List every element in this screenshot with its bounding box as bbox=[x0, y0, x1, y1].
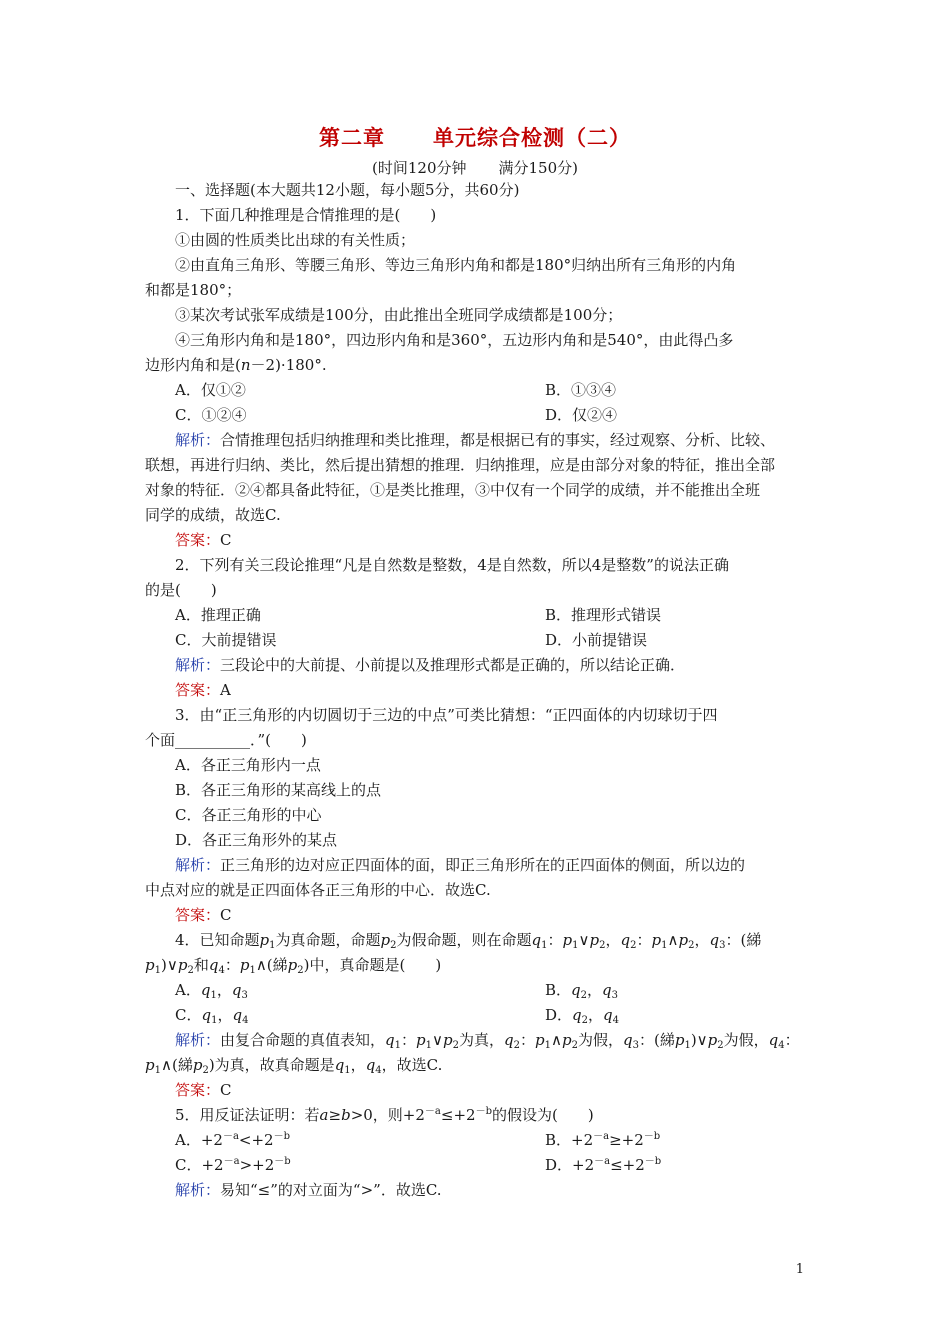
q1-statement-1: ①由圆的性质类比出球的有关性质； bbox=[175, 231, 416, 249]
answer-value: C bbox=[220, 1081, 232, 1099]
text: ∧ bbox=[550, 1031, 562, 1049]
q5-option-b bbox=[545, 1128, 660, 1153]
q1-statement-3: ③某次考试张军成绩是100分，由此推出全班同学成绩都是100分； bbox=[175, 306, 623, 324]
sup: －b bbox=[273, 1131, 291, 1142]
text: B． bbox=[545, 981, 572, 999]
var-q: q bbox=[622, 1031, 633, 1049]
q5-options-row2 bbox=[145, 1153, 807, 1178]
var-q: q bbox=[571, 981, 581, 999]
text: >0，则+2 bbox=[350, 1106, 425, 1124]
sub: 2 bbox=[599, 940, 606, 951]
text: ： bbox=[547, 931, 563, 949]
text: B．+2 bbox=[545, 1131, 594, 1149]
q5-option-d bbox=[545, 1153, 661, 1178]
text: A．+2 bbox=[175, 1131, 223, 1149]
var-p: p bbox=[651, 931, 662, 949]
q1-options-row1 bbox=[145, 378, 807, 403]
title-chapter: 第二章 bbox=[319, 126, 385, 150]
q1-option-a: A．仅①② bbox=[175, 381, 246, 399]
var-q: q bbox=[531, 931, 542, 949]
q3-option-d: D．各正三角形外的某点 bbox=[175, 831, 338, 849]
sub: 4 bbox=[612, 1015, 620, 1026]
text: ∨ bbox=[166, 956, 178, 974]
exam-info bbox=[0, 157, 950, 178]
sub: 2 bbox=[717, 1040, 724, 1051]
var-q: q bbox=[200, 981, 211, 999]
text: ) bbox=[303, 956, 310, 974]
var-q: q bbox=[334, 1056, 345, 1074]
answer-label: 答案： bbox=[175, 681, 221, 699]
explanation-label: 解析： bbox=[175, 656, 221, 674]
var-p: p bbox=[380, 931, 391, 949]
exam-score: 满分150分) bbox=[498, 159, 578, 177]
sup: －b bbox=[643, 1131, 661, 1142]
text: ， bbox=[216, 981, 232, 999]
q1-statement-4b bbox=[145, 353, 807, 378]
q4-stem-1 bbox=[145, 928, 807, 953]
text: 为假命题，则在命题 bbox=[396, 931, 532, 949]
q1-options-row2 bbox=[145, 403, 807, 428]
var-q: q bbox=[365, 1056, 376, 1074]
var-q: q bbox=[572, 1006, 582, 1024]
sub: 2 bbox=[297, 965, 304, 976]
text: ： bbox=[401, 1031, 417, 1049]
sub: 2 bbox=[580, 990, 588, 1001]
q5-option-c bbox=[175, 1153, 545, 1178]
text: ≥ bbox=[328, 1106, 342, 1124]
text: ≤+2 bbox=[610, 1156, 645, 1174]
sub: 2 bbox=[630, 940, 637, 951]
q4-option-c bbox=[175, 1003, 545, 1028]
text: 4．已知命题 bbox=[175, 931, 260, 949]
sub: 1 bbox=[344, 1065, 351, 1076]
q2-explanation bbox=[145, 653, 807, 678]
text: 边形内角和是( bbox=[145, 356, 241, 374]
var-q: q bbox=[709, 931, 720, 949]
text: (綈 bbox=[653, 1031, 675, 1049]
var-q: q bbox=[602, 981, 612, 999]
var-p: p bbox=[145, 956, 155, 974]
sub: 1 bbox=[269, 940, 276, 951]
q4-stem-2 bbox=[145, 953, 807, 978]
q3-answer bbox=[145, 903, 807, 928]
var-b: b bbox=[341, 1106, 351, 1124]
sup: －b bbox=[475, 1106, 492, 1117]
q2-options-row1 bbox=[145, 603, 807, 628]
page-number: 1 bbox=[795, 1262, 804, 1277]
var-q: q bbox=[768, 1031, 779, 1049]
text: C．+2 bbox=[175, 1156, 224, 1174]
text: 的假设为( ) bbox=[491, 1106, 594, 1124]
q1-answer bbox=[145, 528, 807, 553]
text: ∧ bbox=[255, 956, 267, 974]
sub: 2 bbox=[571, 1040, 578, 1051]
answer-value: A bbox=[220, 681, 231, 699]
q5-option-a bbox=[175, 1128, 545, 1153]
text: ) bbox=[160, 956, 167, 974]
var-p: p bbox=[561, 1031, 572, 1049]
var-p: p bbox=[259, 931, 270, 949]
q3-option-c: C．各正三角形的中心 bbox=[175, 806, 322, 824]
answer-value: C bbox=[220, 906, 232, 924]
var-q: q bbox=[385, 1031, 395, 1049]
sub: 1 bbox=[541, 940, 548, 951]
var-q: q bbox=[232, 1006, 243, 1024]
sub: 4 bbox=[778, 1040, 785, 1051]
sup: －a bbox=[593, 1131, 610, 1142]
text: ， bbox=[605, 931, 621, 949]
q1-statement-2a: ②由直角三角形、等腰三角形、等边三角形内角和都是180°归纳出所有三角形的内角 bbox=[175, 256, 737, 274]
q5-stem bbox=[145, 1103, 807, 1128]
answer-label: 答案： bbox=[175, 906, 221, 924]
text: ≤+2 bbox=[440, 1106, 476, 1124]
var-n: n bbox=[240, 356, 251, 374]
q2-option-d: D．小前提错误 bbox=[545, 631, 648, 649]
text: (綈 bbox=[740, 931, 762, 949]
sub: 3 bbox=[241, 990, 248, 1001]
sub: 4 bbox=[375, 1065, 382, 1076]
sub: 1 bbox=[249, 965, 256, 976]
text: 为假， bbox=[577, 1031, 623, 1049]
sub: 1 bbox=[210, 990, 217, 1001]
text: 为真命题，命题 bbox=[275, 931, 381, 949]
q1-explanation-1 bbox=[145, 428, 807, 453]
var-p: p bbox=[674, 1031, 685, 1049]
q2-stem-2: 的是( ) bbox=[145, 581, 217, 599]
sub: 2 bbox=[452, 1040, 459, 1051]
var-p: p bbox=[145, 1056, 155, 1074]
text: (綈 bbox=[266, 956, 288, 974]
q5-explanation bbox=[145, 1178, 807, 1203]
text: ： bbox=[224, 956, 240, 974]
q1-explanation-4: 同学的成绩，故选C. bbox=[145, 506, 281, 524]
sub: 3 bbox=[719, 940, 726, 951]
sub: 1 bbox=[425, 1040, 433, 1051]
text: ∨ bbox=[578, 931, 590, 949]
text: A． bbox=[175, 981, 201, 999]
text: ， bbox=[694, 931, 710, 949]
var-p: p bbox=[416, 1031, 426, 1049]
sub: 4 bbox=[218, 965, 225, 976]
sub: 1 bbox=[661, 940, 668, 951]
explanation-label: 解析： bbox=[175, 431, 221, 449]
text: ∨ bbox=[696, 1031, 708, 1049]
q1-statement-4a: ④三角形内角和是180°，四边形内角和是360°，五边形内角和是540°，由此得凸多 bbox=[175, 331, 734, 349]
var-q: q bbox=[603, 1006, 613, 1024]
sup: －b bbox=[274, 1156, 291, 1167]
text: ∧ bbox=[667, 931, 679, 949]
sub: 1 bbox=[394, 1040, 402, 1051]
q2-stem-1: 2．下列有关三段论推理“凡是自然数是整数，4是自然数，所以4是整数”的说法正确 bbox=[175, 556, 729, 574]
text: 为假， bbox=[723, 1031, 769, 1049]
q2-option-b: B．推理形式错误 bbox=[545, 606, 662, 624]
sub: 2 bbox=[688, 940, 695, 951]
section-heading: 一、选择题(本大题共12小题，每小题5分，共60分) bbox=[175, 181, 520, 199]
text: D． bbox=[545, 1006, 573, 1024]
answer-label: 答案： bbox=[175, 531, 221, 549]
var-p: p bbox=[678, 931, 689, 949]
text: ： bbox=[638, 1031, 654, 1049]
sub: 1 bbox=[154, 965, 161, 976]
text: ) bbox=[690, 1031, 697, 1049]
sub: 2 bbox=[581, 1015, 589, 1026]
var-p: p bbox=[707, 1031, 718, 1049]
text: ： bbox=[784, 1031, 800, 1049]
q3-explanation-1 bbox=[145, 853, 807, 878]
explanation-text: 合情推理包括归纳推理和类比推理，都是根据已有的事实，经过观察、分析、比较、 bbox=[220, 431, 776, 449]
q3-option-b: B．各正三角形的某高线上的点 bbox=[175, 781, 382, 799]
text: (綈 bbox=[171, 1056, 193, 1074]
q1-option-b: B．①③④ bbox=[545, 381, 617, 399]
q2-option-a: A．推理正确 bbox=[175, 606, 261, 624]
var-p: p bbox=[177, 956, 188, 974]
explanation-label: 解析： bbox=[175, 856, 221, 874]
q4-option-d bbox=[545, 1003, 619, 1028]
text: ： bbox=[725, 931, 741, 949]
var-p: p bbox=[192, 1056, 203, 1074]
answer-label: 答案： bbox=[175, 1081, 221, 1099]
q4-explanation-1 bbox=[145, 1028, 807, 1053]
sub: 2 bbox=[187, 965, 194, 976]
text: ∧ bbox=[160, 1056, 172, 1074]
text: ≥+2 bbox=[609, 1131, 644, 1149]
text: 和 bbox=[193, 956, 209, 974]
text: ， bbox=[350, 1056, 366, 1074]
sub: 1 bbox=[211, 1015, 218, 1026]
sub: 3 bbox=[632, 1040, 639, 1051]
sup: －a bbox=[223, 1156, 240, 1167]
q3-explanation-2: 中点对应的就是正四面体各正三角形的中心．故选C. bbox=[145, 881, 491, 899]
text: ， bbox=[587, 981, 603, 999]
text: －2)·180°. bbox=[250, 356, 327, 374]
text: ) bbox=[208, 1056, 215, 1074]
q1-statement-2b: 和都是180°； bbox=[145, 281, 242, 299]
sup: －a bbox=[424, 1106, 441, 1117]
explanation-text: 三段论中的大前提、小前提以及推理形式都是正确的，所以结论正确． bbox=[220, 656, 686, 674]
sub: 2 bbox=[513, 1040, 520, 1051]
var-q: q bbox=[201, 1006, 212, 1024]
sub: 2 bbox=[390, 940, 397, 951]
explanation-text: 正三角形的边对应正四面体的面，即正三角形所在的正四面体的侧面，所以边的 bbox=[220, 856, 746, 874]
sup: －a bbox=[594, 1156, 611, 1167]
var-p: p bbox=[562, 931, 573, 949]
sub: 2 bbox=[202, 1065, 209, 1076]
sub: 3 bbox=[611, 990, 619, 1001]
q1-stem: 1．下面几种推理是合情推理的是( ) bbox=[175, 206, 437, 224]
explanation-label: 解析： bbox=[175, 1031, 221, 1049]
text: D．+2 bbox=[545, 1156, 595, 1174]
q2-option-c: C．大前提错误 bbox=[175, 631, 277, 649]
q2-answer bbox=[145, 678, 807, 703]
var-q: q bbox=[504, 1031, 514, 1049]
q1-explanation-2: 联想，再进行归纳、类比，然后提出猜想的推理．归纳推理，应是由部分对象的特征，推出全部 bbox=[145, 456, 776, 474]
sup: －b bbox=[644, 1156, 662, 1167]
q4-option-a bbox=[175, 978, 545, 1003]
sub: 4 bbox=[242, 1015, 249, 1026]
title-main: 单元综合检测（二） bbox=[433, 126, 631, 150]
q3-stem-2: 个面__________．”( ) bbox=[145, 731, 307, 749]
var-q: q bbox=[231, 981, 242, 999]
text: ， bbox=[588, 1006, 604, 1024]
answer-value: C bbox=[220, 531, 232, 549]
explanation-text: 易知“≤”的对立面为“>”．故选C. bbox=[220, 1181, 442, 1199]
text: 中，真命题是( ) bbox=[309, 956, 442, 974]
explanation-label: 解析： bbox=[175, 1181, 221, 1199]
q1-explanation-3: 对象的特征．②④都具备此特征，①是类比推理，③中仅有一个同学的成绩，并不能推出全班 bbox=[145, 481, 761, 499]
text: ， bbox=[217, 1006, 233, 1024]
text: 5．用反证法证明：若 bbox=[175, 1106, 320, 1124]
var-a: a bbox=[319, 1106, 329, 1124]
document-body bbox=[145, 178, 807, 1203]
text: 为真， bbox=[458, 1031, 504, 1049]
sub: 1 bbox=[572, 940, 579, 951]
var-p: p bbox=[287, 956, 298, 974]
q5-options-row1 bbox=[145, 1128, 807, 1153]
sub: 1 bbox=[684, 1040, 691, 1051]
q4-answer bbox=[145, 1078, 807, 1103]
q2-options-row2 bbox=[145, 628, 807, 653]
text: ∨ bbox=[432, 1031, 443, 1049]
sup: －a bbox=[222, 1131, 239, 1142]
var-p: p bbox=[443, 1031, 453, 1049]
text: C． bbox=[175, 1006, 202, 1024]
text: >+2 bbox=[239, 1156, 275, 1174]
text: ： bbox=[519, 1031, 535, 1049]
q3-option-a: A．各正三角形内一点 bbox=[175, 756, 321, 774]
text: ，故选C. bbox=[381, 1056, 443, 1074]
sub: 1 bbox=[544, 1040, 551, 1051]
text: ： bbox=[636, 931, 652, 949]
var-p: p bbox=[239, 956, 250, 974]
q1-option-c: C．①②④ bbox=[175, 406, 247, 424]
text: 由复合命题的真值表知， bbox=[220, 1031, 386, 1049]
var-q: q bbox=[620, 931, 631, 949]
q4-explanation-2 bbox=[145, 1053, 807, 1078]
q4-option-b bbox=[545, 978, 618, 1003]
var-p: p bbox=[535, 1031, 545, 1049]
var-p: p bbox=[589, 931, 600, 949]
page-title bbox=[0, 122, 950, 152]
q1-option-d: D．仅②④ bbox=[545, 406, 618, 424]
sub: 1 bbox=[154, 1065, 161, 1076]
q4-options-row1 bbox=[145, 978, 807, 1003]
q3-stem-1: 3．由“正三角形的内切圆切于三边的中点”可类比猜想：“正四面体的内切球切于四 bbox=[175, 706, 718, 724]
exam-time: (时间120分钟 bbox=[372, 159, 467, 177]
q4-options-row2 bbox=[145, 1003, 807, 1028]
var-q: q bbox=[208, 956, 219, 974]
text: <+2 bbox=[238, 1131, 274, 1149]
text: 为真，故真命题是 bbox=[214, 1056, 335, 1074]
